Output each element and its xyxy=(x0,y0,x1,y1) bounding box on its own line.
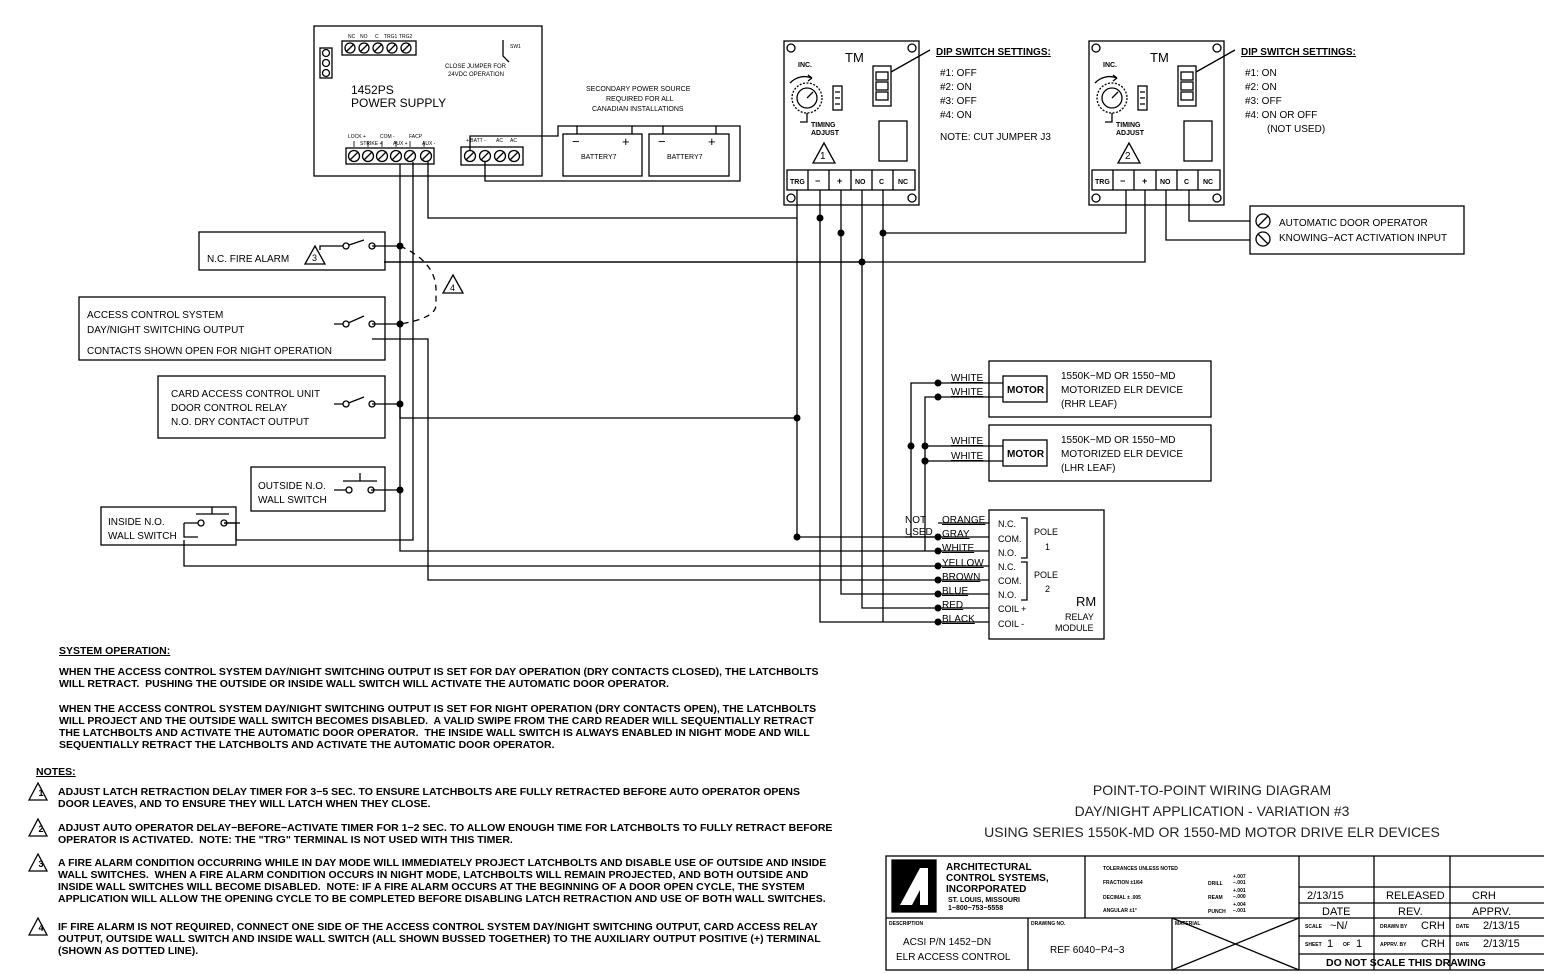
relay-wire-black: BLACK xyxy=(942,614,975,625)
outside-switch-box xyxy=(251,467,385,511)
timer-2-dip-1: #1: ON xyxy=(1245,68,1277,79)
motor-2-wire1: WHITE xyxy=(951,436,984,447)
material-label: MATERIAL xyxy=(1175,921,1201,927)
relay-wire-orange: ORANGE xyxy=(942,515,986,526)
relay-name-2: MODULE xyxy=(1055,623,1094,633)
secondary-power xyxy=(470,86,740,181)
company-line3: INCORPORATED xyxy=(946,884,1027,895)
ps-label-strike: STRIKE + xyxy=(360,141,383,147)
ps-label-aux-minus: AUX - xyxy=(422,141,436,147)
note-3-number: 3 xyxy=(38,859,44,869)
relay-module xyxy=(905,510,1104,639)
ps-jumper-note-2: 24VDC OPERATION xyxy=(448,72,504,78)
notes-heading: NOTES: xyxy=(36,766,76,778)
inside-switch-line1: INSIDE N.O. xyxy=(108,517,165,528)
tol-v3: +.001 xyxy=(1233,888,1246,894)
tol-drill: DRILL xyxy=(1208,881,1223,887)
title-line1: POINT-TO-POINT WIRING DIAGRAM xyxy=(1092,782,1332,798)
motor-1-wire1: WHITE xyxy=(951,373,984,384)
outside-switch-line1: OUTSIDE N.O. xyxy=(258,481,326,492)
col-rev: REV. xyxy=(1398,906,1423,918)
motor-2-line3: (LHR LEAF) xyxy=(1061,463,1116,474)
desc-line1: ACSI P/N 1452−DN xyxy=(903,937,992,948)
relay-term-coil-plus: COIL + xyxy=(998,604,1027,614)
access-control-line1: ACCESS CONTROL SYSTEM xyxy=(87,310,224,321)
inside-switch-line2: WALL SWITCH xyxy=(108,531,177,542)
timer-1-dip-3: #3: OFF xyxy=(940,96,977,107)
access-control-box xyxy=(79,297,385,360)
relay-pole2-a: POLE xyxy=(1034,570,1059,580)
tol-head: TOLERANCES UNLESS NOTED xyxy=(1103,866,1178,872)
timer-2-term-trg: TRG xyxy=(1095,179,1110,186)
auto-door-operator xyxy=(1250,206,1464,254)
motor-1 xyxy=(938,361,1211,417)
motor-1-line2: MOTORIZED ELR DEVICE xyxy=(1061,385,1184,396)
tol-fraction: FRACTION ±1/64 xyxy=(1103,880,1143,886)
relay-wire-brown: BROWN xyxy=(942,572,981,583)
relay-wire-red: RED xyxy=(942,600,964,611)
timer-1 xyxy=(784,41,1051,205)
timer-1-dip-1: #1: OFF xyxy=(940,68,977,79)
access-control-line2: DAY/NIGHT SWITCHING OUTPUT xyxy=(87,325,245,336)
of-value: 1 xyxy=(1356,938,1363,950)
relay-term-nc1: N.C. xyxy=(998,519,1016,529)
timer-1-note: NOTE: CUT JUMPER J3 xyxy=(940,132,1051,143)
tol-ream: REAM xyxy=(1208,895,1223,901)
tol-angular: ANGULAR ±1° xyxy=(1103,908,1137,914)
ps-label-ac2: AC xyxy=(510,138,517,144)
timer-1-dip-title: DIP SWITCH SETTINGS: xyxy=(936,47,1051,58)
company-line1: ARCHITECTURAL xyxy=(946,862,1032,873)
ps-label-batt: + BATT - xyxy=(466,138,486,144)
outside-switch-line2: WALL SWITCH xyxy=(258,495,327,506)
ps-top-terminal-c: C xyxy=(375,34,379,40)
inside-switch-box xyxy=(101,507,236,545)
timer-2 xyxy=(1089,41,1356,205)
date2-label: DATE xyxy=(1456,942,1470,948)
apprv-label: APPRV. BY xyxy=(1380,942,1407,948)
access-control-line3: CONTACTS SHOWN OPEN FOR NIGHT OPERATION xyxy=(87,346,333,357)
timer-1-term-minus: − xyxy=(815,176,821,186)
note-2-number: 2 xyxy=(38,824,44,834)
note-2-text: ADJUST AUTO OPERATOR DELAY−BEFORE−ACTIVATE TIMER FOR 1−2 SEC. TO ALLOW ENOUGH TIME FOR LATCHBOLTS TO FULLY RETRACT BEFORE OPERATOR IS ACTIVATED. NOTE: THE "TRG" TERMINAL IS NOT USED WITH THIS TIMER. xyxy=(58,822,833,846)
timer-2-label: TM xyxy=(1150,50,1169,65)
timer-2-dip-title: DIP SWITCH SETTINGS: xyxy=(1241,47,1356,58)
motor-1-motor: MOTOR xyxy=(1007,385,1045,396)
motor-1-line1: 1550K−MD OR 1550−MD xyxy=(1061,371,1176,382)
timer-2-timing-2: ADJUST xyxy=(1116,130,1145,137)
timer-1-marker: 1 xyxy=(820,151,826,162)
wire-junctions xyxy=(397,215,942,626)
tol-v2: −.001 xyxy=(1233,880,1246,886)
of-label: OF xyxy=(1343,942,1350,948)
ps-label-com: COM - xyxy=(380,134,395,140)
relay-term-com1: COM. xyxy=(998,534,1022,544)
timer-1-dip-4: #4: ON xyxy=(940,110,972,121)
note-1-text: ADJUST LATCH RETRACTION DELAY TIMER FOR 3−5 SEC. TO ENSURE LATCHBOLTS ARE FULLY RETRACTED BEFORE AUTO OPERATOR OPENS DOOR LEAVES, AND TO ENSURE THEY WILL LATCH WHEN THEY CLOSE. xyxy=(58,786,800,810)
timer-2-term-nc: NC xyxy=(1203,179,1214,186)
scale-label: SCALE xyxy=(1305,924,1322,930)
timer-1-term-c: C xyxy=(879,179,885,186)
ps-jumper-note-1: CLOSE JUMPER FOR xyxy=(445,64,507,70)
relay-wire-gray: GRAY xyxy=(942,529,970,540)
auto-operator-line1: AUTOMATIC DOOR OPERATOR xyxy=(1279,218,1428,229)
footer-note: DO NOT SCALE THIS DRAWING xyxy=(1326,957,1486,969)
timer-2-timing-1: TIMING xyxy=(1116,122,1141,129)
timer-1-inc: INC. xyxy=(798,62,812,69)
ps-name: POWER SUPPLY xyxy=(351,96,447,110)
dotted-marker: 4 xyxy=(450,283,456,293)
secondary-power-line2: REQUIRED FOR ALL xyxy=(606,96,674,103)
rev-by: CRH xyxy=(1472,890,1496,902)
timer-2-inc: INC. xyxy=(1103,62,1117,69)
timer-1-term-trg: TRG xyxy=(790,179,805,186)
date2-value: 2/13/15 xyxy=(1483,938,1520,950)
ps-label-aux-plus: AUX + xyxy=(393,141,408,147)
relay-wire-blue: BLUE xyxy=(942,586,969,597)
relay-name-1: RELAY xyxy=(1065,612,1094,622)
drawn-label: DRAWN BY xyxy=(1380,924,1408,930)
ps-top-terminal-trg1: TRG1 xyxy=(384,34,398,40)
rev-date: 2/13/15 xyxy=(1307,890,1344,902)
note-4-text: IF FIRE ALARM IS NOT REQUIRED, CONNECT ONE SIDE OF THE ACCESS CONTROL SYSTEM DAY/NIGHT SWITCHING OUTPUT, CARD ACCESS RELAY OUTPUT, OUTSIDE WALL SWITCH AND INSIDE WALL SWITCH (ALL SHOWN BUSSED TOGETHER) TO THE AUXILIARY OUTPUT POSITIVE (+) TERMINAL (SHOWN AS DOTTED LINE). xyxy=(58,921,821,957)
system-operation-heading: SYSTEM OPERATION: xyxy=(59,645,171,657)
col-date: DATE xyxy=(1322,906,1351,918)
relay-not-used-1: NOT xyxy=(905,515,927,526)
relay-not-used-2: USED xyxy=(905,527,933,538)
relay-wire-white: WHITE xyxy=(942,543,975,554)
timer-1-timing-1: TIMING xyxy=(811,122,836,129)
relay-pole1-b: 1 xyxy=(1045,542,1051,552)
motor-2-line2: MOTORIZED ELR DEVICE xyxy=(1061,449,1184,460)
desc-label: DESCRIPTION xyxy=(889,921,924,927)
fire-alarm-marker: 3 xyxy=(312,253,318,263)
note-3-text: A FIRE ALARM CONDITION OCCURRING WHILE IN DAY MODE WILL IMMEDIATELY PROJECT LATCHBOLTS AND DISABLE USE OF OUTSIDE AND INSIDE WALL SWITCHES. WHEN A FIRE ALARM CONDITION OCCURS IN NIGHT MODE, LATCHBOLTS WILL REMAIN PROJECTED, AND BOTH OUTSIDE AND INSIDE WALL SWITCHES WILL BECOME DISABLED. NOTE: IF A FIRE ALARM OCCURS AT THE BEGINNING OF A DOOR OPEN CYCLE, THE SYSTEM APPLICATION WILL ALLOW THE OPENING CYCLE TO BE COMPLETED BEFORE DISABLING LATCH RETRACTION AND USE OF BOTH WALL SWITCHES. xyxy=(58,857,827,905)
relay-term-coil-minus: COIL - xyxy=(998,619,1025,629)
title-line2: DAY/NIGHT APPLICATION - VARIATION #3 xyxy=(1074,803,1350,819)
relay-term-no1: N.O. xyxy=(998,548,1017,558)
timer-2-term-minus: − xyxy=(1120,176,1126,186)
secondary-power-line3: CANADIAN INSTALLATIONS xyxy=(592,106,684,113)
sheet-label: SHEET xyxy=(1305,942,1322,948)
fire-alarm-label: N.C. FIRE ALARM xyxy=(207,254,290,265)
motor-2 xyxy=(925,425,1211,481)
ps-label-facp: FACP xyxy=(409,134,423,140)
ps-top-terminal-nc: NC xyxy=(348,34,356,40)
motor-2-motor: MOTOR xyxy=(1007,449,1045,460)
timer-1-term-no: NO xyxy=(855,179,866,186)
timer-1-label: TM xyxy=(845,50,864,65)
date-label: DATE xyxy=(1456,924,1470,930)
tol-v5: +.004 xyxy=(1233,902,1246,908)
desc-line2: ELR ACCESS CONTROL xyxy=(896,952,1011,963)
timer-1-dip-2: #2: ON xyxy=(940,82,972,93)
tol-punch: PUNCH xyxy=(1208,909,1226,915)
timer-2-term-c: C xyxy=(1184,179,1190,186)
auto-operator-line2: KNOWING−ACT ACTIVATION INPUT xyxy=(1279,233,1448,244)
motor-2-line1: 1550K−MD OR 1550−MD xyxy=(1061,435,1176,446)
timer-2-marker: 2 xyxy=(1125,151,1131,162)
relay-term-com2: COM. xyxy=(998,576,1022,586)
note-4-number: 4 xyxy=(38,923,44,933)
battery-1-minus: − xyxy=(572,134,580,149)
timer-2-term-no: NO xyxy=(1160,179,1171,186)
card-access-line1: CARD ACCESS CONTROL UNIT xyxy=(171,389,321,400)
dwg-number: REF 6040−P4−3 xyxy=(1050,945,1125,956)
motor-1-wire2: WHITE xyxy=(951,387,984,398)
relay-wire-yellow: YELLOW xyxy=(942,558,984,569)
motor-2-wire2: WHITE xyxy=(951,451,984,462)
battery-2-label: BATTERY7 xyxy=(667,154,703,161)
ps-top-terminal-no: NO xyxy=(360,34,368,40)
battery-2-minus: − xyxy=(658,134,666,149)
scale-value: ~N/ xyxy=(1330,920,1348,932)
timer-1-timing-2: ADJUST xyxy=(811,130,840,137)
timer-2-dip-2: #2: ON xyxy=(1245,82,1277,93)
rev-status: RELEASED xyxy=(1386,890,1445,902)
secondary-power-line1: SECONDARY POWER SOURCE xyxy=(586,86,691,93)
dwg-label: DRAWING NO. xyxy=(1031,921,1066,927)
timer-2-term-plus: + xyxy=(1142,176,1148,186)
battery-1-label: BATTERY7 xyxy=(581,154,617,161)
fire-alarm-box xyxy=(199,232,385,270)
power-supply xyxy=(314,26,542,176)
ps-sw-label: SW1 xyxy=(510,44,521,50)
battery-2-plus: + xyxy=(708,134,716,149)
ps-label-lock: LOCK + xyxy=(348,134,366,140)
date-value: 2/13/15 xyxy=(1483,920,1520,932)
tol-v6: −.001 xyxy=(1233,908,1246,914)
tol-v1: +.007 xyxy=(1233,874,1246,880)
company-city: ST. LOUIS, MISSOURI xyxy=(948,897,1020,904)
card-access-line3: N.O. DRY CONTACT OUTPUT xyxy=(171,417,310,428)
col-apprv: APPRV. xyxy=(1472,906,1512,918)
timer-1-term-plus: + xyxy=(837,176,843,186)
drawn-value: CRH xyxy=(1421,920,1445,932)
timer-1-term-nc: NC xyxy=(898,179,909,186)
apprv-value: CRH xyxy=(1421,938,1445,950)
motor-1-line3: (RHR LEAF) xyxy=(1061,399,1118,410)
relay-rm: RM xyxy=(1076,594,1097,609)
tol-v4: −.000 xyxy=(1233,894,1246,900)
relay-term-no2: N.O. xyxy=(998,590,1017,600)
tol-decimal: DECIMAL ± .005 xyxy=(1103,895,1141,901)
card-access-box xyxy=(158,376,385,438)
relay-pole1-a: POLE xyxy=(1034,527,1059,537)
battery-1-plus: + xyxy=(622,134,630,149)
system-operation-para2: WHEN THE ACCESS CONTROL SYSTEM DAY/NIGHT SWITCHING OUTPUT IS SET FOR NIGHT OPERATION (DRY CONTACTS OPEN), THE LATCHBOLTS WILL PROJECT AND THE OUTSIDE WALL SWITCH BECOMES DISABLED. A VALID SWIPE FROM THE CARD READER WILL SEQUENTIALLY RETRACT THE LATCHBOLTS AND ACTIVATE THE AUTOMATIC DOOR OPERATOR. THE INSIDE WALL SWITCH IS ALWAYS ENABLED IN NIGHT MODE AND WILL SEQUENTIALLY RETRACT THE LATCHBOLTS AND ACTIVATE THE AUTOMATIC DOOR OPERATOR. xyxy=(59,703,817,751)
sheet-value: 1 xyxy=(1327,938,1334,950)
card-access-line2: DOOR CONTROL RELAY xyxy=(171,403,288,414)
ps-model: 1452PS xyxy=(351,83,394,97)
ps-top-terminal-trg2: TRG2 xyxy=(399,34,413,40)
title-line3: USING SERIES 1550K-MD OR 1550-MD MOTOR DRIVE ELR DEVICES xyxy=(984,824,1440,840)
company-phone: 1−800−753−5558 xyxy=(948,905,1004,912)
note-1-number: 1 xyxy=(38,788,44,798)
timer-2-dip-4: #4: ON OR OFF xyxy=(1245,110,1318,121)
relay-pole2-b: 2 xyxy=(1045,584,1051,594)
ps-label-ac1: AC xyxy=(496,138,503,144)
company-line2: CONTROL SYSTEMS, xyxy=(946,873,1049,884)
relay-term-nc2: N.C. xyxy=(998,562,1016,572)
timer-2-dip-extra: (NOT USED) xyxy=(1267,124,1326,135)
system-operation-para1: WHEN THE ACCESS CONTROL SYSTEM DAY/NIGHT SWITCHING OUTPUT IS SET FOR DAY OPERATION (DRY CONTACTS CLOSED), THE LATCHBOLTS WILL RETRACT. PUSHING THE OUTSIDE OR INSIDE WALL SWITCH WILL ACTIVATE THE AUTOMATIC DOOR OPERATOR. xyxy=(59,666,819,690)
timer-2-dip-3: #3: OFF xyxy=(1245,96,1282,107)
